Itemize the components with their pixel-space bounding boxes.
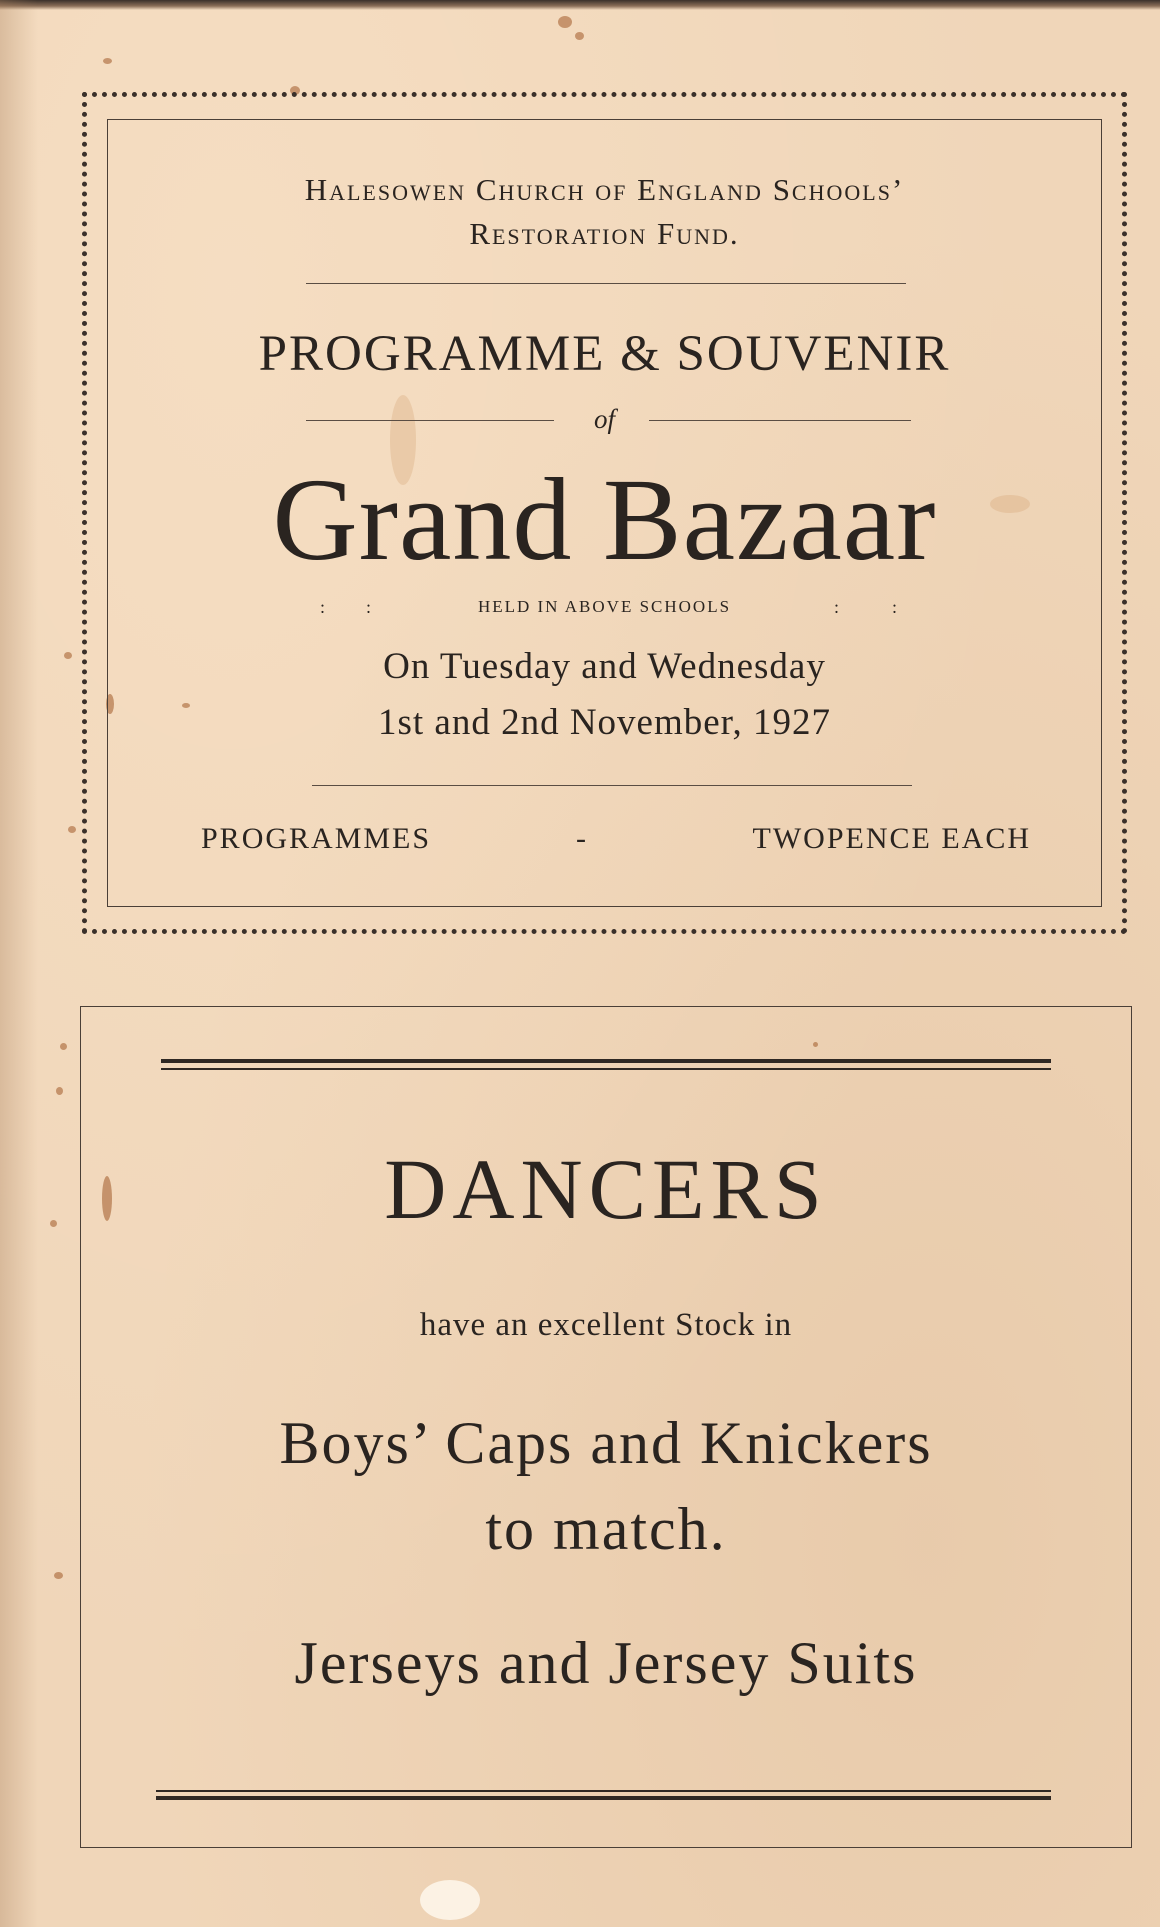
cover-panel: [82, 92, 1127, 934]
colon-ornament: :: [366, 597, 372, 617]
colon-ornament: :: [892, 597, 898, 617]
event-days: On Tuesday and Wednesday: [383, 646, 826, 687]
event-dates: 1st and 2nd November, 1927: [377, 702, 832, 743]
price-label: PROGRAMMES: [201, 822, 432, 855]
advert-line-caps: Boys’ Caps and Knickers: [279, 1410, 933, 1476]
foxing-spot: [54, 1572, 63, 1579]
foxing-spot: [50, 1220, 57, 1227]
advert-line-jerseys: Jerseys and Jersey Suits: [294, 1630, 918, 1696]
foxing-spot: [56, 1087, 63, 1095]
of-word: of: [593, 404, 615, 434]
advert-bottom-rule: [156, 1790, 1051, 1804]
foxing-spot: [558, 16, 572, 28]
advert-line-match: to match.: [485, 1496, 727, 1562]
price-dash: -: [576, 822, 588, 855]
page-left-edge: [0, 0, 38, 1927]
advert-intro: have an excellent Stock in: [419, 1307, 793, 1343]
held-in-schools: HELD IN ABOVE SCHOOLS: [477, 597, 732, 616]
page-top-edge: [0, 0, 1160, 10]
price-value: TWOPENCE EACH: [752, 822, 1031, 855]
foxing-spot: [68, 826, 76, 833]
of-rule-right: [649, 420, 911, 421]
organisation-line-1: Halesowen Church of England Schools’: [304, 172, 905, 207]
programme-title: PROGRAMME & SOUVENIR: [258, 326, 951, 382]
paper-stain: [420, 1880, 480, 1920]
foxing-spot: [60, 1043, 67, 1050]
advert-panel: [80, 1006, 1132, 1848]
foxing-spot: [575, 32, 584, 40]
event-title: Grand Bazaar: [272, 454, 937, 585]
advert-heading: DANCERS: [384, 1141, 828, 1237]
divider-rule: [312, 785, 912, 786]
cover-inner-frame: [107, 119, 1102, 907]
foxing-spot: [103, 58, 112, 64]
colon-ornament: :: [834, 597, 840, 617]
advert-top-rule: [161, 1059, 1051, 1073]
divider-rule: [306, 283, 906, 284]
foxing-spot: [64, 652, 72, 659]
organisation-line-2: Restoration Fund.: [469, 216, 740, 251]
colon-ornament: :: [320, 597, 326, 617]
